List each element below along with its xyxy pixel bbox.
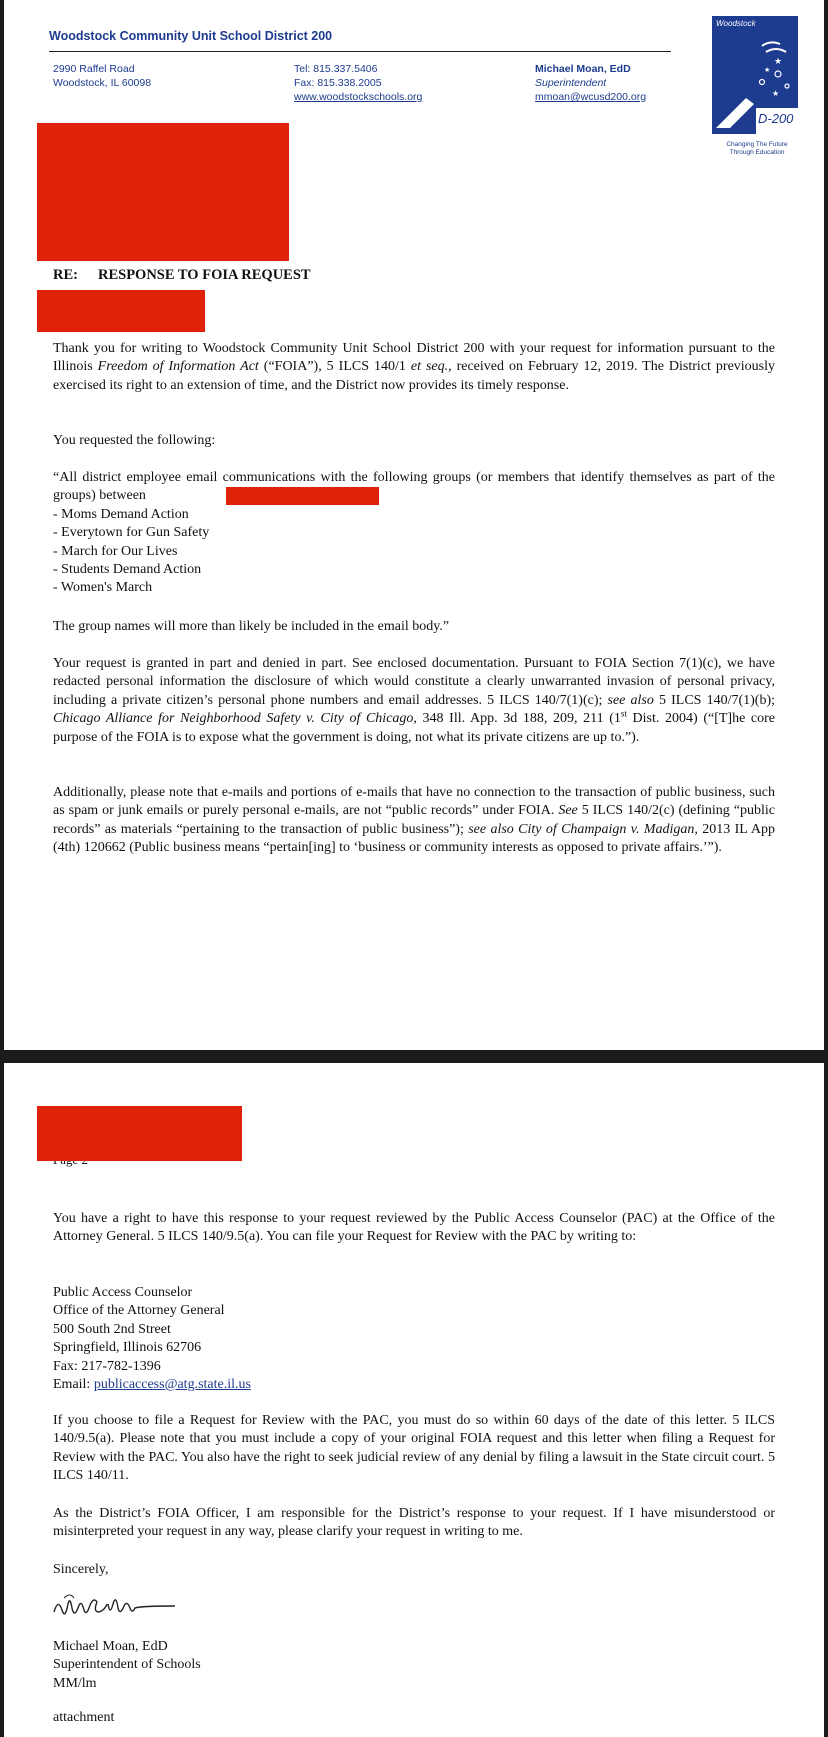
paragraph-intro: Thank you for writing to Woodstock Community Unit School District 200 with your request for information pursuant to the Illinois Freedom of Information Act (“FOIA”), 5 ILCS 140/1 et seq., received on February 12, 2019. The District previously exercised its right to an extension of time, and the District now provides its timely response. <box>53 341 776 393</box>
redaction-block-page2-header <box>37 1106 242 1161</box>
logo-tagline: Changing The Future Through Education <box>726 141 788 156</box>
website-link[interactable]: www.woodstockschools.org <box>294 91 423 103</box>
superintendent-email-link[interactable]: mmoan@wcusd200.org <box>535 91 647 103</box>
address-line: 500 South 2nd Street <box>53 1321 171 1337</box>
signer-name: Michael Moan, EdD <box>53 1639 168 1654</box>
address-line: Public Access Counselor <box>53 1285 193 1300</box>
page-divider <box>0 1050 828 1063</box>
subject-label: RE: <box>53 267 78 283</box>
address-line: Fax: 217-782-1396 <box>53 1358 161 1374</box>
address-line: Office of the Attorney General <box>53 1303 225 1319</box>
district-logo <box>712 16 798 134</box>
svg-text:★: ★ <box>764 66 771 74</box>
quote-end: The group names will more than likely be included in the email body.” <box>53 619 450 634</box>
paragraph-public-records: Additionally, please note that e-mails and portions of e-mails that have no connection to the transaction of public business, such as spam or junk emails or purely personal e-mails, are not “public records” under FOIA. See 5 ILCS 140/2(c) (defining “public records” as materials “pertaining to the transaction of public business”); see also City of Champaign v. Madigan, 2013 IL App (4th) 120662 (Public business means “pertain[ing] to ‘business or community interests as opposed to private affairs.’”). <box>53 785 775 856</box>
superintendent-contact <box>535 62 646 104</box>
list-item: - Women's March <box>53 580 153 596</box>
paragraph-granted: Your request is granted in part and denied in part. See enclosed documentation. Pursuant to FOIA Section 7(1)(c), we have redacted personal information the disclosure of which would constitute a clearly unwarranted invasion of personal privacy, including a private citizen’s personal phone numbers and email addresses. 5 ILCS 140/7(1)(c); see also 5 ILCS 140/7(1)(b); Chicago Alliance for Neighborhood Safety v. City of Chicago, 348 Ill. App. 3d 188, 209, 211 (1st Dist. 2004) (“[T]he core purpose of the FOIA is to expose what the government is doing, not what its private citizens are up to.”). <box>53 656 776 745</box>
closing: Sincerely, <box>53 1562 109 1577</box>
redaction-block-recipient <box>37 123 289 261</box>
page-border-right <box>824 0 828 1737</box>
pac-address <box>53 1284 775 1394</box>
tel-number: Tel: 815.337.5406 <box>294 63 378 75</box>
list-item: - Moms Demand Action <box>53 506 189 522</box>
logo-badge: D-200 <box>758 111 794 126</box>
letterhead-rule <box>49 51 671 52</box>
paragraph-review-deadline: If you choose to file a Request for Review with the PAC, you must do so within 60 days of the date of this letter. 5 ILCS 140/9.5(a). Please note that you must include a copy of your original FOIA request and this letter when filing a Request for Review with the PAC. You also have the right to seek judicial review of any denial by filing a lawsuit in the State circuit court. 5 ILCS 140/11. <box>53 1413 775 1484</box>
superintendent-name: Michael Moan, EdD <box>535 63 631 75</box>
group-list <box>53 506 775 598</box>
initials: MM/lm <box>53 1675 97 1691</box>
paragraph-requested: You requested the following: <box>53 433 216 448</box>
fax-number: Fax: 815.338.2005 <box>294 77 382 89</box>
handwritten-signature <box>48 1590 198 1626</box>
logo-word: Woodstock <box>716 19 756 28</box>
list-item: - March for Our Lives <box>53 543 178 559</box>
pac-email-link[interactable]: publicaccess@atg.state.il.us <box>93 1377 251 1393</box>
subject-text: RESPONSE TO FOIA REQUEST <box>97 267 311 283</box>
request-quote <box>53 469 775 598</box>
svg-text:★: ★ <box>774 56 783 66</box>
email-line: Email: publicaccess@atg.state.il.us <box>53 1377 251 1393</box>
redaction-block-salutation <box>37 290 205 332</box>
signer-title: Superintendent of Schools <box>53 1657 201 1673</box>
subject-line <box>53 267 311 284</box>
signature-block <box>53 1638 775 1693</box>
district-name: Woodstock Community Unit School District 200 <box>49 29 333 43</box>
list-item: - Everytown for Gun Safety <box>53 525 210 541</box>
address-line-2: Woodstock, IL 60098 <box>53 77 152 89</box>
redaction-block-dates <box>226 487 379 505</box>
district-address <box>53 62 151 90</box>
superintendent-title: Superintendent <box>535 77 607 89</box>
quote-intro: “All district employee email communications with the following groups (or members that identify themselves as part of the groups) between <box>53 470 775 504</box>
list-item: - Students Demand Action <box>53 562 202 578</box>
attachment-note: attachment <box>53 1710 115 1725</box>
district-contact <box>294 62 422 104</box>
paragraph-foia-officer: As the District’s FOIA Officer, I am responsible for the District’s response to your request. If I have misunderstood or misinterpreted your request in any way, please clarify your request in writing to me. <box>53 1506 775 1540</box>
address-line: Springfield, Illinois 62706 <box>53 1340 202 1356</box>
paragraph-pac-review: You have a right to have this response to your request reviewed by the Public Access Counselor (PAC) at the Office of the Attorney General. 5 ILCS 140/9.5(a). You can file your Request for Review with the PAC by writing to: <box>53 1211 775 1245</box>
address-line-1: 2990 Raffel Road <box>53 63 135 75</box>
svg-text:★: ★ <box>772 89 780 98</box>
